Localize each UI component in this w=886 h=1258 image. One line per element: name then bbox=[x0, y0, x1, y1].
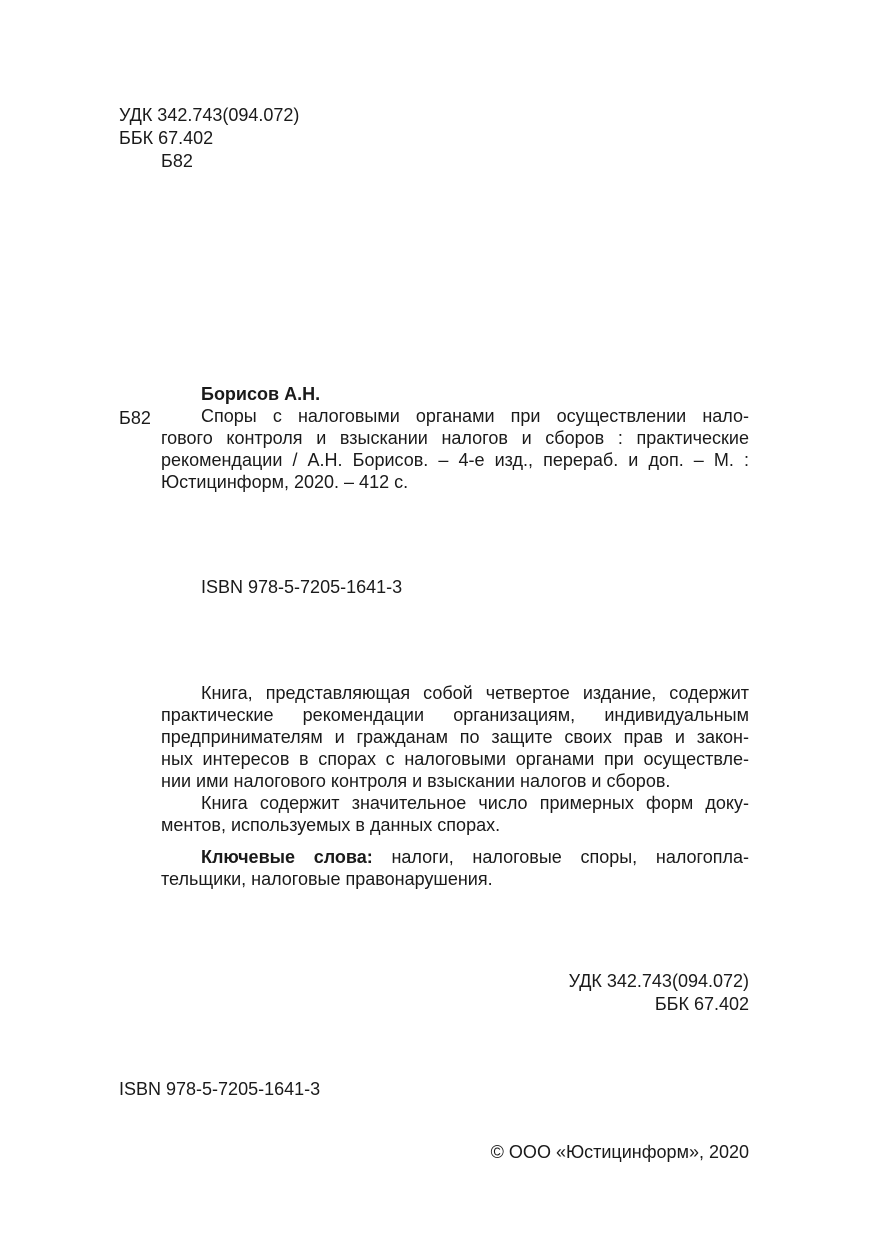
keywords-label: Ключевые слова: bbox=[201, 847, 373, 867]
annotation-line: практические рекомендации организациям, индивидуальным bbox=[161, 705, 749, 725]
annotation-line: ных интересов в спорах с налоговыми органами при осуществле- bbox=[161, 749, 749, 769]
annotation-line: ментов, используемых в данных спорах. bbox=[161, 815, 501, 835]
description-line: рекомендации / А.Н. Борисов. – 4-е изд., перераб. и доп. – М. : bbox=[161, 450, 749, 470]
bbk-code-top: ББК 67.402 bbox=[119, 128, 214, 148]
bbk-code-bottom: ББК 67.402 bbox=[654, 994, 749, 1014]
description-line: Юстицинформ, 2020. – 412 с. bbox=[161, 472, 409, 492]
isbn-bottom: ISBN 978-5-7205-1641-3 bbox=[119, 1079, 321, 1099]
annotation-line: Книга, представляющая собой четвертое издание, содержит bbox=[201, 683, 749, 703]
keywords-paragraph bbox=[161, 846, 749, 890]
copyright-notice: © ООО «Юстицинформ», 2020 bbox=[490, 1142, 749, 1162]
keywords-text: налоги, налоговые споры, налогопла- bbox=[372, 847, 749, 867]
annotation-line: предпринимателям и гражданам по защите своих прав и закон- bbox=[161, 727, 749, 747]
annotation-paragraph-1 bbox=[161, 682, 749, 792]
annotation-line: Книга содержит значительное число примерных форм доку- bbox=[201, 793, 749, 813]
author-mark: Б82 bbox=[119, 408, 151, 428]
isbn-record: ISBN 978-5-7205-1641-3 bbox=[201, 577, 403, 597]
keywords-line bbox=[161, 846, 749, 868]
udk-code-bottom: УДК 342.743(094.072) bbox=[568, 971, 749, 991]
author-name: Борисов А.Н. bbox=[201, 384, 321, 404]
author-mark-top: Б82 bbox=[161, 151, 193, 171]
keywords-line: тельщики, налоговые правонарушения. bbox=[161, 869, 493, 889]
annotation-paragraph-2 bbox=[161, 792, 749, 836]
bibliographic-description bbox=[161, 405, 749, 493]
description-line: Споры с налоговыми органами при осуществлении нало- bbox=[201, 406, 749, 426]
description-line: гового контроля и взыскании налогов и сборов : практические bbox=[161, 428, 749, 448]
annotation-line: нии ими налогового контроля и взыскании налогов и сборов. bbox=[161, 771, 671, 791]
udk-code-top: УДК 342.743(094.072) bbox=[119, 105, 300, 125]
